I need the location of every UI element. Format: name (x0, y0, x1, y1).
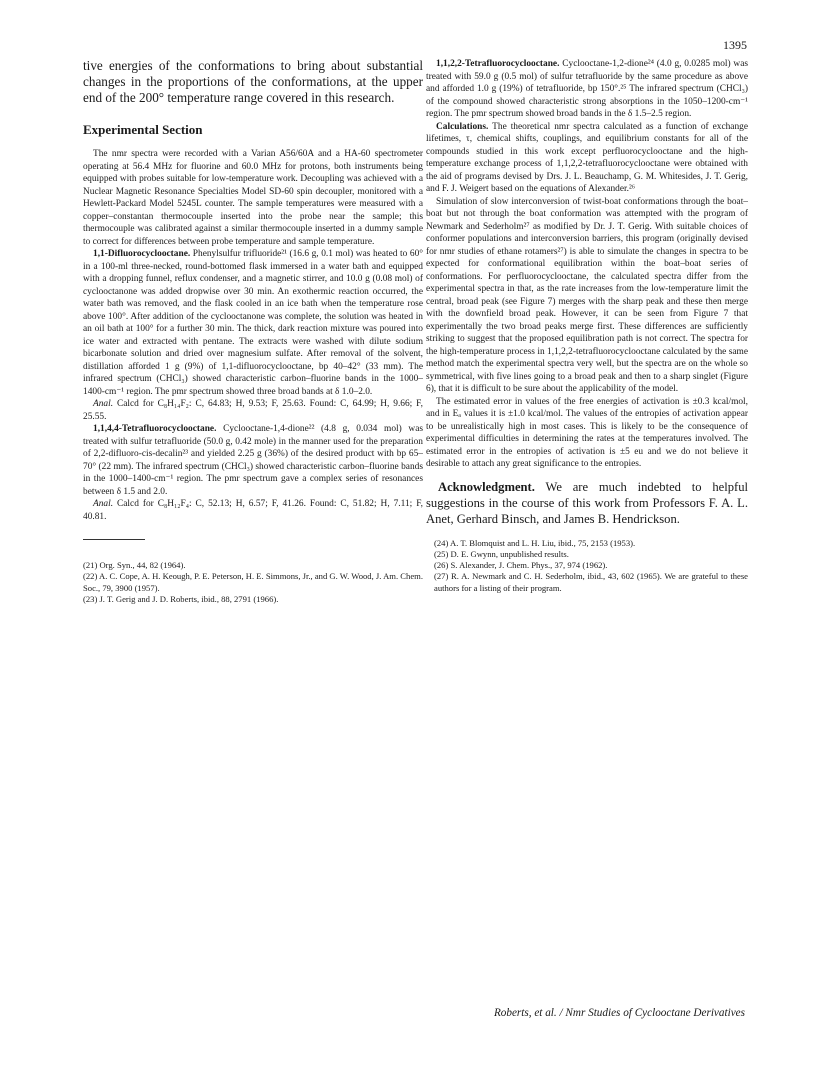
nmr-methods-paragraph: The nmr spectra were recorded with a Varian A56/60A and a HA-60 spectrometer operating at 56.4 MHz for fluorine and 60.0 MHz for protons, both instruments being equipped with probes suitable for low-temperature work. Decoupling was achieved with a Nuclear Magnetic Resonance Specialties Model SD-60 spin decoupler, monitored with a Hewlett-Packard Model 5245L counter. The sample temperatures were measured with a copper–constantan thermocouple inserted into the probe near the sample; this thermocouple was calibrated against a similar thermocouple inserted in a dummy sample to correct for differences between probe temperature and sample temperature. (83, 149, 423, 247)
running-footer: Roberts, et al. / Nmr Studies of Cyclooctane Derivatives (493, 1007, 745, 1019)
right-column (426, 58, 748, 594)
simulation-paragraph: Simulation of slow interconversion of twist-boat conformations through the boat–boat but not through the boat conformation was attempted with the program of Newmark and Sederholm²⁷ as modified by Dr. J. T. Gerig. With suitable choices of conformer populations and interconversion barriers, this program (originally devised for nmr studies of ethane rotamers²⁷) is able to simulate the changes in spectra to be expected for conformational equilibration within the boat–boat series of conformations. For perfluorocyclooctane, the calculated spectra differ from the experimental spectra in that, as the rate increases from the low-temperature limit the central, broad peak (see Figure 7) merges with the sharp peak and these then merge with the downfield broad peak. However, it can be seen from Figure 7 that experimentally the two broad peaks merge first. These differences are sufficiently striking to suggest that the proposed equilibration path is not correct. The spectra for the high-temperature process in 1,1,2,2-tetrafluorocyclooctane calculated by the same method match the experimental spectra very well, but the spectra are on the whole so symmetrical, with five lines going to a broad peak and then to a sharp singlet (Figure 6), that it is difficult to be sure about the applicability of the model. (426, 196, 748, 394)
footnotes-right (426, 538, 748, 594)
compound-2-text: Cyclooctane-1,4-dione²² (4.8 g, 0.034 mol) was treated with sulfur tetrafluoride (50.0 g, 0.42 mole) in the manner used for the preparation of 2,2-difluoro-cis-decalin²³ and yielded 2.25 g (36%) of the desired product with bp 65–70° (22 mm). The infrared spectrum (CHCl₃) showed characteristic carbon–fluorine bands in the 1000–1400-cm⁻¹ region. The pmr spectrum gave a complex series of resonances between δ 1.5 and 2.0. (83, 424, 424, 497)
analysis-label: Anal. (93, 499, 114, 510)
footnote-24: (24) A. T. Blomquist and L. H. Liu, ibid., 75, 2153 (1953). (434, 537, 636, 548)
acknowledgment (426, 479, 748, 527)
calculations-text: The theoretical nmr spectra calculated as a function of exchange lifetimes, τ, chemical shifts, couplings, and equilibrium constants for all of the compounds studied in this work except perfluorocyclooctane and the high-temperature exchange process of 1,1,2,2-tetrafluorocyclooctane were obtained with the aid of programs devised by Drs. J. L. Beauchamp, G. M. Whitesides, J. T. Gerig, and F. J. Weigert based on the equations of Alexander.²⁶ (426, 121, 748, 194)
footnote-21: (21) Org. Syn., 44, 82 (1964). (83, 560, 186, 571)
footnote-rule (83, 539, 145, 540)
compound-3-name: 1,1,2,2-Tetrafluorocyclooctane. (436, 59, 560, 69)
analysis-label: Anal. (93, 399, 114, 410)
footnote-26: (26) S. Alexander, J. Chem. Phys., 37, 974 (1962). (434, 560, 608, 571)
footnote-27: (27) R. A. Newmark and C. H. Sederholm, ibid., 43, 602 (1965). We are grateful to these authors for a listing of their program. (434, 571, 748, 593)
footnote-25: (25) D. E. Gwynn, unpublished results. (434, 549, 569, 559)
calculations-heading: Calculations. (436, 121, 489, 132)
analysis-values: Calcd for C₈H₁₄F₂: C, 64.83; H, 9.53; F, 25.63. Found: C, 64.99; H, 9.66; F, 25.55. (83, 399, 423, 422)
compound-1-paragraph (83, 248, 423, 398)
analysis-values: Calcd for C₈H₁₂F₄: C, 52.13; H, 6.57; F, 41.26. Found: C, 51.82; H, 7.11; F, 40.81. (83, 499, 424, 522)
page-number: 1395 (723, 38, 747, 52)
compound-3-text: Cyclooctane-1,2-dione²⁴ (4.0 g, 0.0285 mol) was treated with 59.0 g (0.5 mol) of sulfur tetrafluoride by the same procedure as above and afforded 1.0 g (19%) of tetrafluoride, bp 150°.²⁵ The infrared spectrum (CHCl₃) of the compound showed characteristic strong absorptions in the 1050–1200-cm⁻¹ region. The pmr spectrum showed broad bands in the δ 1.5–2.5 region. (426, 59, 749, 119)
acknowledgment-heading: Acknowledgment. (438, 479, 535, 494)
left-column (83, 58, 423, 605)
error-paragraph: The estimated error in values of the free energies of activation is ±0.3 kcal/mol, and in Eₐ values it is ±1.0 kcal/mol. The values of the entropies of activation appear to be unrealistically high in most cases. This is likely to be the consequence of experimental difficulties in determining the rates at the temperatures involved. The estimated error in the entropies of activation is ±5 eu and we do not believe it desirable to attach any great significance to the entropies. (426, 396, 748, 469)
compound-1-analysis (83, 398, 423, 423)
compound-1-name: 1,1-Difluorocyclooctane. (93, 249, 191, 260)
compound-3-paragraph (426, 58, 748, 121)
footnote-23: (23) J. T. Gerig and J. D. Roberts, ibid., 88, 2791 (1966). (83, 593, 279, 604)
compound-1-text: Phenylsulfur trifluoride²¹ (16.6 g, 0.1 mol) was heated to 60° in a 100-ml three-necked, round-bottomed flask immersed in a water bath and equipped with a dropping funnel, reflux condenser, and a magnetic stirrer, and 10.0 g (0.08 mol) of cyclooctanone was added dropwise over 30 min. An exothermic reaction occurred, the water bath was removed, and the flask cooled in an ice bath when the temperature rose above 100°. After addition of the cyclooctanone was complete, the solution was heated in an oil bath at 100° for a further 30 min. The thick, dark reaction mixture was poured into ice water and extracted with pentane. The extracts were washed with dilute sodium bicarbonate solution and dried over magnesium sulfate. After removal of the solvent, distillation afforded 1 g (9%) of 1,1-difluorocyclooctane, bp 40–42° (33 mm). The infrared spectrum (CHCl₃) showed characteristic carbon–fluorine bands in the 1000–1400-cm⁻¹ region. The pmr spectrum showed three broad bands at δ 1.0–2.0. (83, 249, 424, 397)
calculations-paragraph (426, 121, 748, 196)
section-title: Experimental Section (83, 122, 203, 138)
intro-paragraph: tive energies of the conformations to bring about substantial changes in the proportions of the conformations, at the upper end of the 200° temperature range covered in this research. (83, 58, 423, 106)
footnote-22: (22) A. C. Cope, A. H. Keough, P. E. Peterson, H. E. Simmons, Jr., and G. W. Wood, J. Am. Chem. Soc., 79, 3900 (1957). (83, 571, 423, 593)
acknowledgment-text: We are much indebted to helpful suggestions in the course of this work from Professors F. A. L. Anet, Gerhard Binsch, and James B. Hendrickson. (426, 479, 749, 526)
compound-2-analysis (83, 498, 423, 523)
compound-2-paragraph (83, 423, 423, 498)
footnotes-left (83, 560, 423, 605)
compound-2-name: 1,1,4,4-Tetrafluorocyclooctane. (93, 424, 217, 435)
